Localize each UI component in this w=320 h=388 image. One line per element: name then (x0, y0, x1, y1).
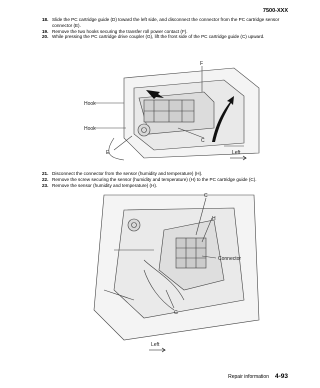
callout-hook-upper: Hook (84, 101, 96, 107)
step-19: 19. Remove the two hooks securing the transfer roll power contact (F). (42, 28, 188, 34)
page-footer (228, 373, 288, 380)
callout-g: G (174, 310, 178, 316)
figure-humidity-sensor (84, 190, 264, 355)
callout-connector: Connector (218, 256, 242, 262)
callout-left2: Left (151, 342, 160, 348)
callout-h: H (212, 216, 216, 222)
page-header-model: 7500-XXX (262, 8, 288, 14)
left-arrow-icon-2 (149, 348, 165, 352)
callout-c: C (201, 138, 205, 144)
callout-c2: C (204, 193, 208, 199)
callout-left: Left (232, 150, 241, 156)
steps-top (42, 17, 288, 40)
callout-f: F (200, 61, 204, 67)
footer-section: Repair information (228, 374, 269, 380)
left-arrow-icon (230, 156, 246, 160)
callout-e: E (106, 150, 110, 156)
figure2-illustration (84, 190, 264, 355)
steps-bottom (42, 171, 288, 188)
step-18: 18. Slide the PC cartridge guide (D) toward the left side, and disconnect the connector from the PC cartridge sensor connector (E). (42, 17, 280, 28)
step-21: 21. Disconnect the connector from the sensor (humidity and temperature) (H). (42, 171, 203, 176)
page-number: 4-93 (274, 373, 288, 380)
figure-pc-cartridge-guide (84, 58, 264, 166)
callout-hook-lower: Hook (84, 126, 96, 132)
step-23: 23. Remove the sensor (humidity and temperature) (H). (42, 182, 158, 188)
step-20: 20. While pressing the PC cartridge drive coupler (G), lift the front side of the PC cartridge guide (C) upward. (42, 34, 265, 40)
figure1-illustration (84, 58, 264, 166)
step-22: 22. Remove the screw securing the sensor (humidity and temperature) (H) to the PC cartridge guide (C). (42, 176, 257, 182)
